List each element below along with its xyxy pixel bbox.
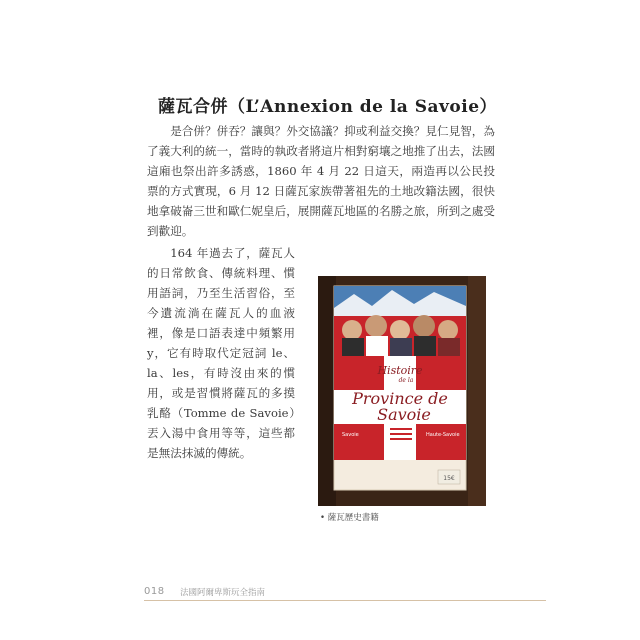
footer-divider (144, 600, 546, 601)
book-photo (318, 276, 486, 506)
section-heading: 薩瓦合併（L’Annexion de la Savoie） (158, 97, 498, 117)
svg-text:15€: 15€ (443, 475, 455, 482)
svg-text:Province de: Province de (352, 389, 448, 408)
svg-text:Haute-Savoie: Haute-Savoie (426, 432, 460, 438)
svg-text:Savoie: Savoie (342, 432, 359, 438)
photo-caption: • 薩瓦歷史書籍 (320, 513, 379, 523)
svg-text:Histoire: Histoire (377, 364, 423, 377)
svg-text:Savoie: Savoie (377, 405, 431, 424)
svg-text:de la: de la (398, 377, 414, 384)
footer-book-title: 法國阿爾卑斯玩全指南 (180, 588, 266, 598)
paragraph-intro: 是合併？併吞？讓與？外交協議？抑或利益交換？見仁見智，為了義大利的統一，當時的執政者將這片相對窮壤之地推了出去，法國這廂也祭出許多誘惑，1860 年 4 月 22 日這天，兩造再以公民投票的方式實現，6 月 12 日薩瓦家族帶著祖先的土地改籍法國，很快地拿破崙三世和歐仁妮皇后，展開薩瓦地區的名勝之旅，所到之處受到歡迎。 (147, 124, 495, 238)
page-number: 018 (144, 586, 165, 597)
paragraph-traditions: 164 年過去了，薩瓦人的日常飲食、傳統料理、慣用語詞，乃至生活習俗，至今遺流淌在薩瓦人的血液裡，像是口語表達中頻繁用 y，它有時取代定冠詞 le、la、les，有時沒由來的慣用，或是習慣將薩瓦的多摸乳酪（Tomme de Savoie）丟入湯中食用等等，這些都是無法抹滅的傳統。 (147, 246, 295, 460)
book-cover (334, 286, 466, 490)
